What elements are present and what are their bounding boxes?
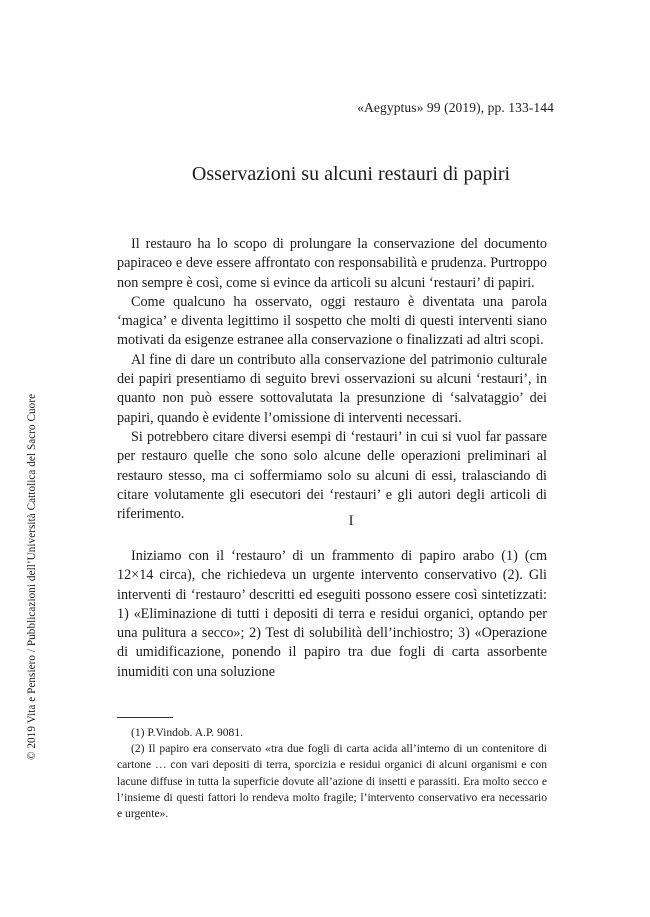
paragraph: [117, 428, 547, 524]
intro-text: [117, 235, 547, 524]
paragraph-text: Come qualcuno ha osservato, oggi restauro è diventata una parola ‘magica’ e diventa legittimo il sospetto che molti di questi interventi siano motivati da esigenze estranee alla conservazione o finalizzati ad altri scopi.: [117, 293, 547, 349]
paragraph-text: Si potrebbero citare diversi esempi di ‘restauri’ in cui si vuol far passare per restauro quelle che sono solo alcune delle operazioni preliminari al restauro stesso, ma ci soffermiamo solo su alcuni di essi, tralasciando di citare volutamente gli esecutori dei ‘restauri’ e gli autori degli articoli di riferimento.: [117, 428, 547, 523]
footnote-text: (1) P.Vindob. A.P. 9081.: [131, 726, 244, 739]
section-text: [117, 547, 547, 682]
paragraph: [117, 351, 547, 428]
footnote: [117, 741, 547, 822]
paragraph-text: Il restauro ha lo scopo di prolungare la conservazione del documento papiraceo e deve essere affrontato con responsabilità e prudenza. Purtroppo non sempre è così, come si evince da articoli su alcuni ‘restauri’ di papiri.: [117, 236, 547, 291]
footnote-divider: [117, 717, 173, 718]
paragraph: [117, 293, 547, 351]
footnote: [117, 725, 547, 741]
footnote-text: (2) Il papiro era conservato «tra due fogli di carta acida all’interno di un contenitore di cartone … con vari depositi di terra, sporcizia e residui organici di alcuni organismi e con lacune diffuse in tutta la superficie dovute all’azione di insetti e parassiti. Era molto secco e l’insieme di questi fattori lo rendeva molto fragile; l’intervento conservativo era necessario e urgente».: [117, 742, 547, 821]
copyright-notice: © 2019 Vita e Pensiero / Pubblicazioni dell’Università Cattolica del Sacro Cuore: [26, 393, 38, 760]
paragraph-text: Iniziamo con il ‘restauro’ di un frammento di papiro arabo (1) (cm 12×14 circa), che richiedeva un urgente intervento conservativo (2). Gli interventi di ‘restauro’ descritti ed eseguiti possono essere così sintetizzati: 1) «Eliminazione di tutti i depositi di terra e residui organici, optando per una pulitura a secco»; 2) Test di solubilità dell’inchiostro; 3) «Operazione di umidificazione, ponendo il papiro tra due fogli di carta assorbente inumiditi con una soluzione: [117, 548, 547, 680]
article-title: Osservazioni su alcuni restauri di papiri: [191, 163, 511, 185]
section-heading: I: [348, 513, 354, 529]
paragraph: [117, 235, 547, 293]
paragraph-text: Al fine di dare un contributo alla conservazione del patrimonio culturale dei papiri presentiamo di seguito brevi osservazioni su alcuni ‘restauri’, in quanto non può essere sottovalutata la presunzione di ‘salvataggio’ dei papiri, quando è evidente l’omissione di interventi necessari.: [117, 351, 547, 426]
paragraph: [117, 547, 547, 682]
footnotes: [117, 725, 547, 822]
journal-reference: «Aegyptus» 99 (2019), pp. 133-144: [357, 100, 554, 115]
